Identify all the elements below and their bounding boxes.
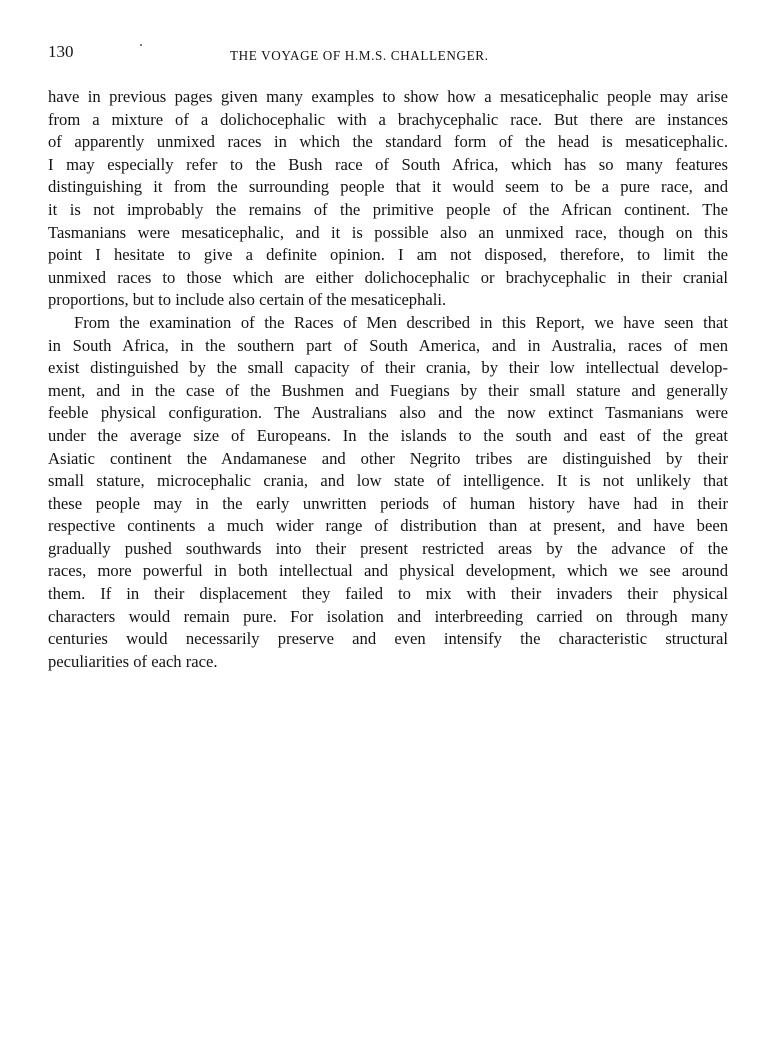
text-line: Asiatic continent the Andamanese and other Negrito tribes are distinguished by their xyxy=(48,448,728,468)
text-line: unmixed races to those which are either dolichocephalic or brachycephalic in their cranial xyxy=(48,267,728,287)
text-line: in South Africa, in the southern part of South America, and in Australia, races of men xyxy=(48,335,728,355)
text-line: ment, and in the case of the Bushmen and Fuegians by their small stature and generally xyxy=(48,380,728,400)
text-line: Tasmanians were mesaticephalic, and it is possible also an unmixed race, though on this xyxy=(48,222,728,242)
print-speck xyxy=(140,44,142,46)
text-line: distinguishing it from the surrounding people that it would seem to be a pure race, and xyxy=(48,177,728,197)
text-line: them. If in their displacement they failed to mix with their invaders their physical xyxy=(48,584,728,604)
text-line: small stature, microcephalic crania, and low state of intelligence. It is not unlikely that xyxy=(48,471,728,491)
text-line: under the average size of Europeans. In the islands to the south and east of the great xyxy=(48,425,728,445)
text-line: gradually pushed southwards into their present restricted areas by the advance of the xyxy=(48,538,728,558)
text-line: respective continents a much wider range of distribution than at present, and have been xyxy=(48,516,728,536)
text-line: centuries would necessarily preserve and even intensify the characteristic structural xyxy=(48,629,728,649)
running-head: THE VOYAGE OF H.M.S. CHALLENGER. xyxy=(230,48,489,63)
text-line: it is not improbably the remains of the primitive people of the African continent. The xyxy=(48,199,728,219)
text-line: these people may in the early unwritten periods of human history have had in their xyxy=(48,493,728,513)
body-text xyxy=(48,86,728,673)
text-line: exist distinguished by the small capacity of their crania, by their low intellectual develop- xyxy=(48,358,728,378)
text-line: from a mixture of a dolichocephalic with a brachycephalic race. But there are instances xyxy=(48,109,728,129)
text-line: From the examination of the Races of Men described in this Report, we have seen that xyxy=(74,312,728,332)
text-line: proportions, but to include also certain of the mesaticephali. xyxy=(48,290,447,310)
text-line: I may especially refer to the Bush race of South Africa, which has so many features xyxy=(48,154,728,174)
text-line: characters would remain pure. For isolation and interbreeding carried on through many xyxy=(48,606,728,626)
page-header xyxy=(48,42,728,66)
text-line: races, more powerful in both intellectual and physical development, which we see around xyxy=(48,561,728,581)
paragraph-1 xyxy=(48,86,728,312)
paragraph-2 xyxy=(48,312,728,674)
text-line: point I hesitate to give a definite opinion. I am not disposed, therefore, to limit the xyxy=(48,245,728,265)
text-line: peculiarities of each race. xyxy=(48,651,218,671)
text-line: feeble physical configuration. The Australians also and the now extinct Tasmanians were xyxy=(48,403,728,423)
text-line: of apparently unmixed races in which the standard form of the head is mesaticephalic. xyxy=(48,132,728,152)
page-number: 130 xyxy=(48,42,74,61)
text-line: have in previous pages given many examples to show how a mesaticephalic people may arise xyxy=(48,87,728,106)
